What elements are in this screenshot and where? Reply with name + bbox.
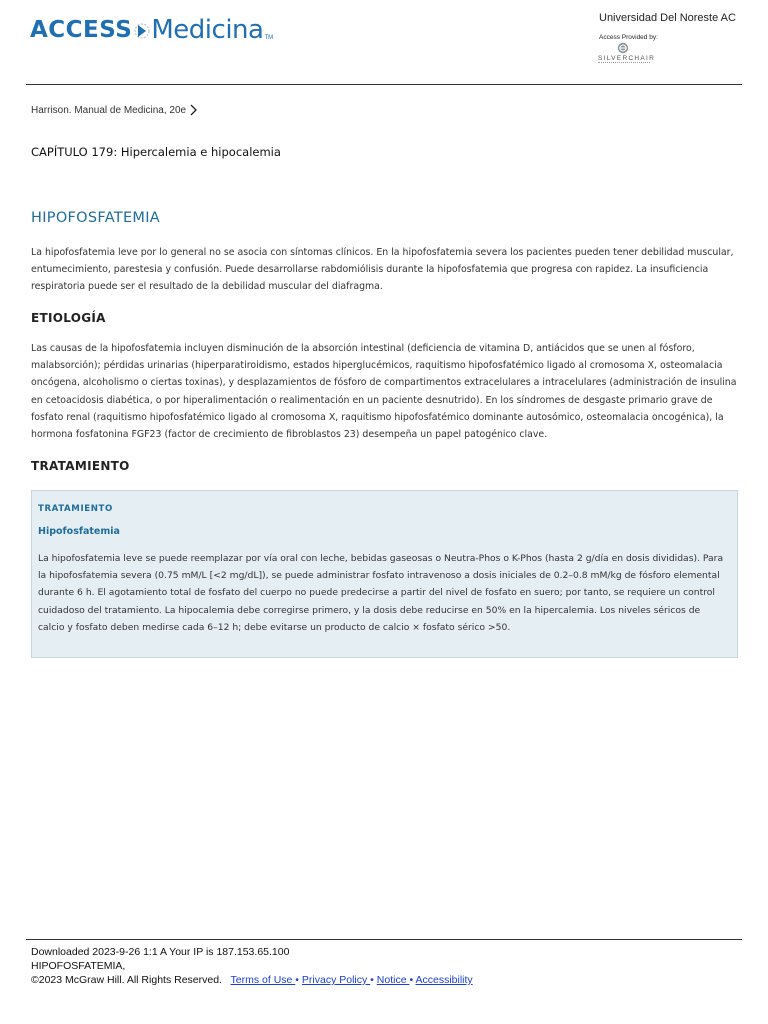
access-medicina-logo[interactable] [30, 8, 273, 52]
footer-divider [26, 939, 742, 940]
header-divider [26, 84, 742, 85]
chevron-right-icon [188, 104, 198, 116]
etiologia-paragraph: Las causas de la hipofosfatemia incluyen disminución de la absorción intestinal (deficiencia de vitamina D, antiácidos que se unen al fósforo, malabsorción); pérdidas urinarias (hiperparatiroidismo, estados hiperglucémicos, raquitismo hipofosfatémico ligado al cromosoma X, osteomalacia oncógena, alcoholismo o ciertas toxinas), y desplazamientos de fósforo de compartimentos extracelulares a intracelulares (administración de insulina en cetoacidosis diabética, o por hiperalimentación o realimentación en un paciente desnutrido). En los síndromes de desgaste primario grave de fosfato renal (raquitismo hipofosfatémico ligado al cromosoma X, raquitismo hipofosfatémico dominante autosómico, osteomalacia oncogénica), la hormona fosfatonina FGF23 (factor de crecimiento de fibroblastos 23) desempeña un papel patogénico clave. [31, 343, 737, 441]
terms-of-use-link[interactable]: Terms of Use [230, 974, 296, 986]
chapter-title: CAPÍTULO 179: Hipercalemia e hipocalemia [31, 145, 281, 159]
page-footer [31, 945, 473, 987]
footer-separator: • [409, 974, 414, 986]
treatment-box-label: TRATAMIENTO [38, 504, 113, 514]
breadcrumb[interactable] [31, 104, 198, 116]
logo-trademark: TM [264, 35, 274, 41]
etiologia-heading: ETIOLOGÍA [31, 311, 106, 325]
treatment-box-text: La hipofosfatemia leve se puede reemplazar por vía oral con leche, bebidas gaseosas o Neutra-Phos o K-Phos (hasta 2 g/día en dosis divididas). Para la hipofosfatemia severa (0.75 mM/L [<2 mg/dL]), se puede administrar fosfato intravenoso a dosis iniciales de 0.2–0.8 mM/kg de fósforo elemental durante 6 h. El agotamiento total de fosfato del cuerpo no puede predecirse a partir del nivel de fosfato en suero; por tanto, se requiere un control cuidadoso del tratamiento. La hipocalemia debe corregirse primero, y la dosis debe reducirse en 50% en la hipercalemia. Los niveles séricos de calcio y fosfato deben medirse cada 6–12 h; debe evitarse un producto de calcio × fosfato sérico >50. [38, 553, 724, 633]
page-header [0, 0, 768, 85]
footer-legal-line [31, 973, 473, 987]
privacy-policy-link[interactable]: Privacy Policy [301, 974, 371, 986]
institution-name: Universidad Del Noreste AC [599, 12, 736, 24]
intro-paragraph: La hipofosfatemia leve por lo general no se asocia con síntomas clínicos. En la hipofosfatemia severa los pacientes pueden tener debilidad muscular, entumecimiento, parestesia y confusión. Puede desarrollarse rabdomiólisis durante la hipofosfatemia que progresa con rapidez. La insuficiencia respiratoria puede ser el resultado de la debilidad muscular del diafragma. [31, 247, 734, 293]
footer-separator: • [295, 974, 299, 986]
access-provided-label: Access Provided by: [599, 34, 658, 41]
accessibility-link[interactable]: Accessibility [415, 974, 473, 986]
download-info: Downloaded 2023-9-26 1:1 A Your IP is 187.153.65.100 [31, 946, 290, 958]
section-title: HIPOFOSFATEMIA [31, 210, 161, 226]
treatment-box [31, 490, 738, 658]
notice-link[interactable]: Notice [376, 974, 410, 986]
tratamiento-heading: TRATAMIENTO [31, 459, 130, 473]
provider-logo-underline [598, 62, 650, 64]
silverchair-emblem-icon [617, 42, 629, 54]
copyright-text: ©2023 McGraw Hill. All Rights Reserved. [31, 974, 222, 986]
treatment-box-subtitle: Hipofosfatemia [38, 526, 120, 537]
footer-doc-title: HIPOFOSFATEMIA, [31, 960, 126, 972]
logo-arrow-icon [134, 16, 150, 46]
logo-access-text: ACCESS [30, 17, 133, 43]
provider-logo-text: SILVERCHAIR [598, 55, 656, 62]
footer-separator: • [370, 974, 374, 986]
breadcrumb-book-link[interactable]: Harrison. Manual de Medicina, 20e [31, 104, 187, 116]
logo-medicina-text: Medicina [151, 15, 264, 45]
